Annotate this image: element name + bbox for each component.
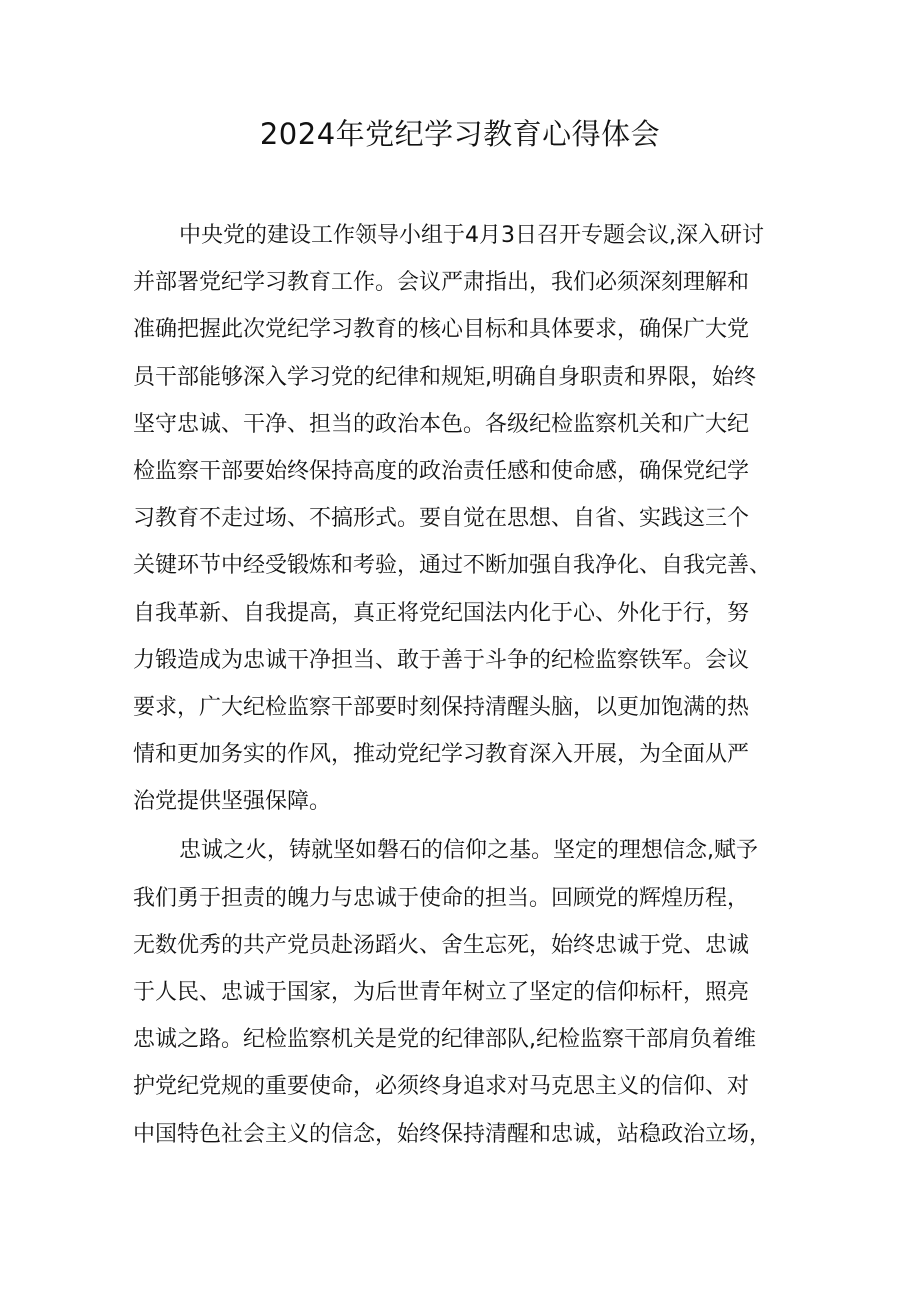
paragraph-line: 准确把握此次党纪学习教育的核心目标和具体要求，确保广大党 xyxy=(133,317,750,343)
paragraph-line: 无数优秀的共产党员赴汤蹈火、舍生忘死，始终忠诚于党、忠诚 xyxy=(133,932,750,958)
paragraph-line: 我们勇于担责的魄力与忠诚于使命的担当。回顾党的辉煌历程， xyxy=(133,885,750,911)
paragraph-line: 中国特色社会主义的信念，始终保持清醒和忠诚，站稳政治立场， xyxy=(133,1121,772,1147)
paragraph-1 xyxy=(133,212,801,825)
paragraph-line: 并部署党纪学习教育工作。会议严肃指出，我们必须深刻理解和 xyxy=(133,270,750,296)
document-body xyxy=(133,212,801,1158)
document-title: 2024年党纪学习教育心得体会 xyxy=(259,117,661,151)
paragraph-line: 检监察干部要始终保持高度的政治责任感和使命感，确保党纪学 xyxy=(133,458,750,484)
paragraph-line: 关键环节中经受锻炼和考验，通过不断加强自我净化、自我完善、 xyxy=(133,553,772,579)
paragraph-line: 中央党的建设工作领导小组于4月3日召开专题会议,深入研讨 xyxy=(179,223,764,248)
paragraph-line: 要求，广大纪检监察干部要时刻保持清醒头脑，以更加饱满的热 xyxy=(133,694,750,720)
paragraph-line: 治党提供坚强保障。 xyxy=(133,789,332,815)
paragraph-line: 于人民、忠诚于国家，为后世青年树立了坚定的信仰标杆，照亮 xyxy=(133,980,750,1005)
paragraph-line: 员干部能够深入学习党的纪律和规矩,明确自身职责和界限，始终 xyxy=(133,364,756,390)
paragraph-line: 忠诚之路。纪检监察机关是党的纪律部队,纪检监察干部肩负着维 xyxy=(133,1027,756,1053)
paragraph-line: 坚守忠诚、干净、担当的政治本色。各级纪检监察机关和广大纪 xyxy=(133,411,750,437)
paragraph-line: 力锻造成为忠诚干净担当、敢于善于斗争的纪检监察铁军。会议 xyxy=(133,647,750,673)
paragraph-line: 护党纪党规的重要使命，必须终身追求对马克思主义的信仰、对 xyxy=(133,1074,750,1100)
paragraph-2 xyxy=(133,827,801,1157)
paragraph-line: 情和更加务实的作风，推动党纪学习教育深入开展，为全面从严 xyxy=(133,742,750,768)
paragraph-line: 自我革新、自我提高，真正将党纪国法内化于心、外化于行，努 xyxy=(133,600,750,626)
paragraph-line: 习教育不走过场、不搞形式。要自觉在思想、自省、实践这三个 xyxy=(133,506,750,532)
paragraph-line: 忠诚之火，铸就坚如磐石的信仰之基。坚定的理想信念,赋予 xyxy=(179,838,758,864)
